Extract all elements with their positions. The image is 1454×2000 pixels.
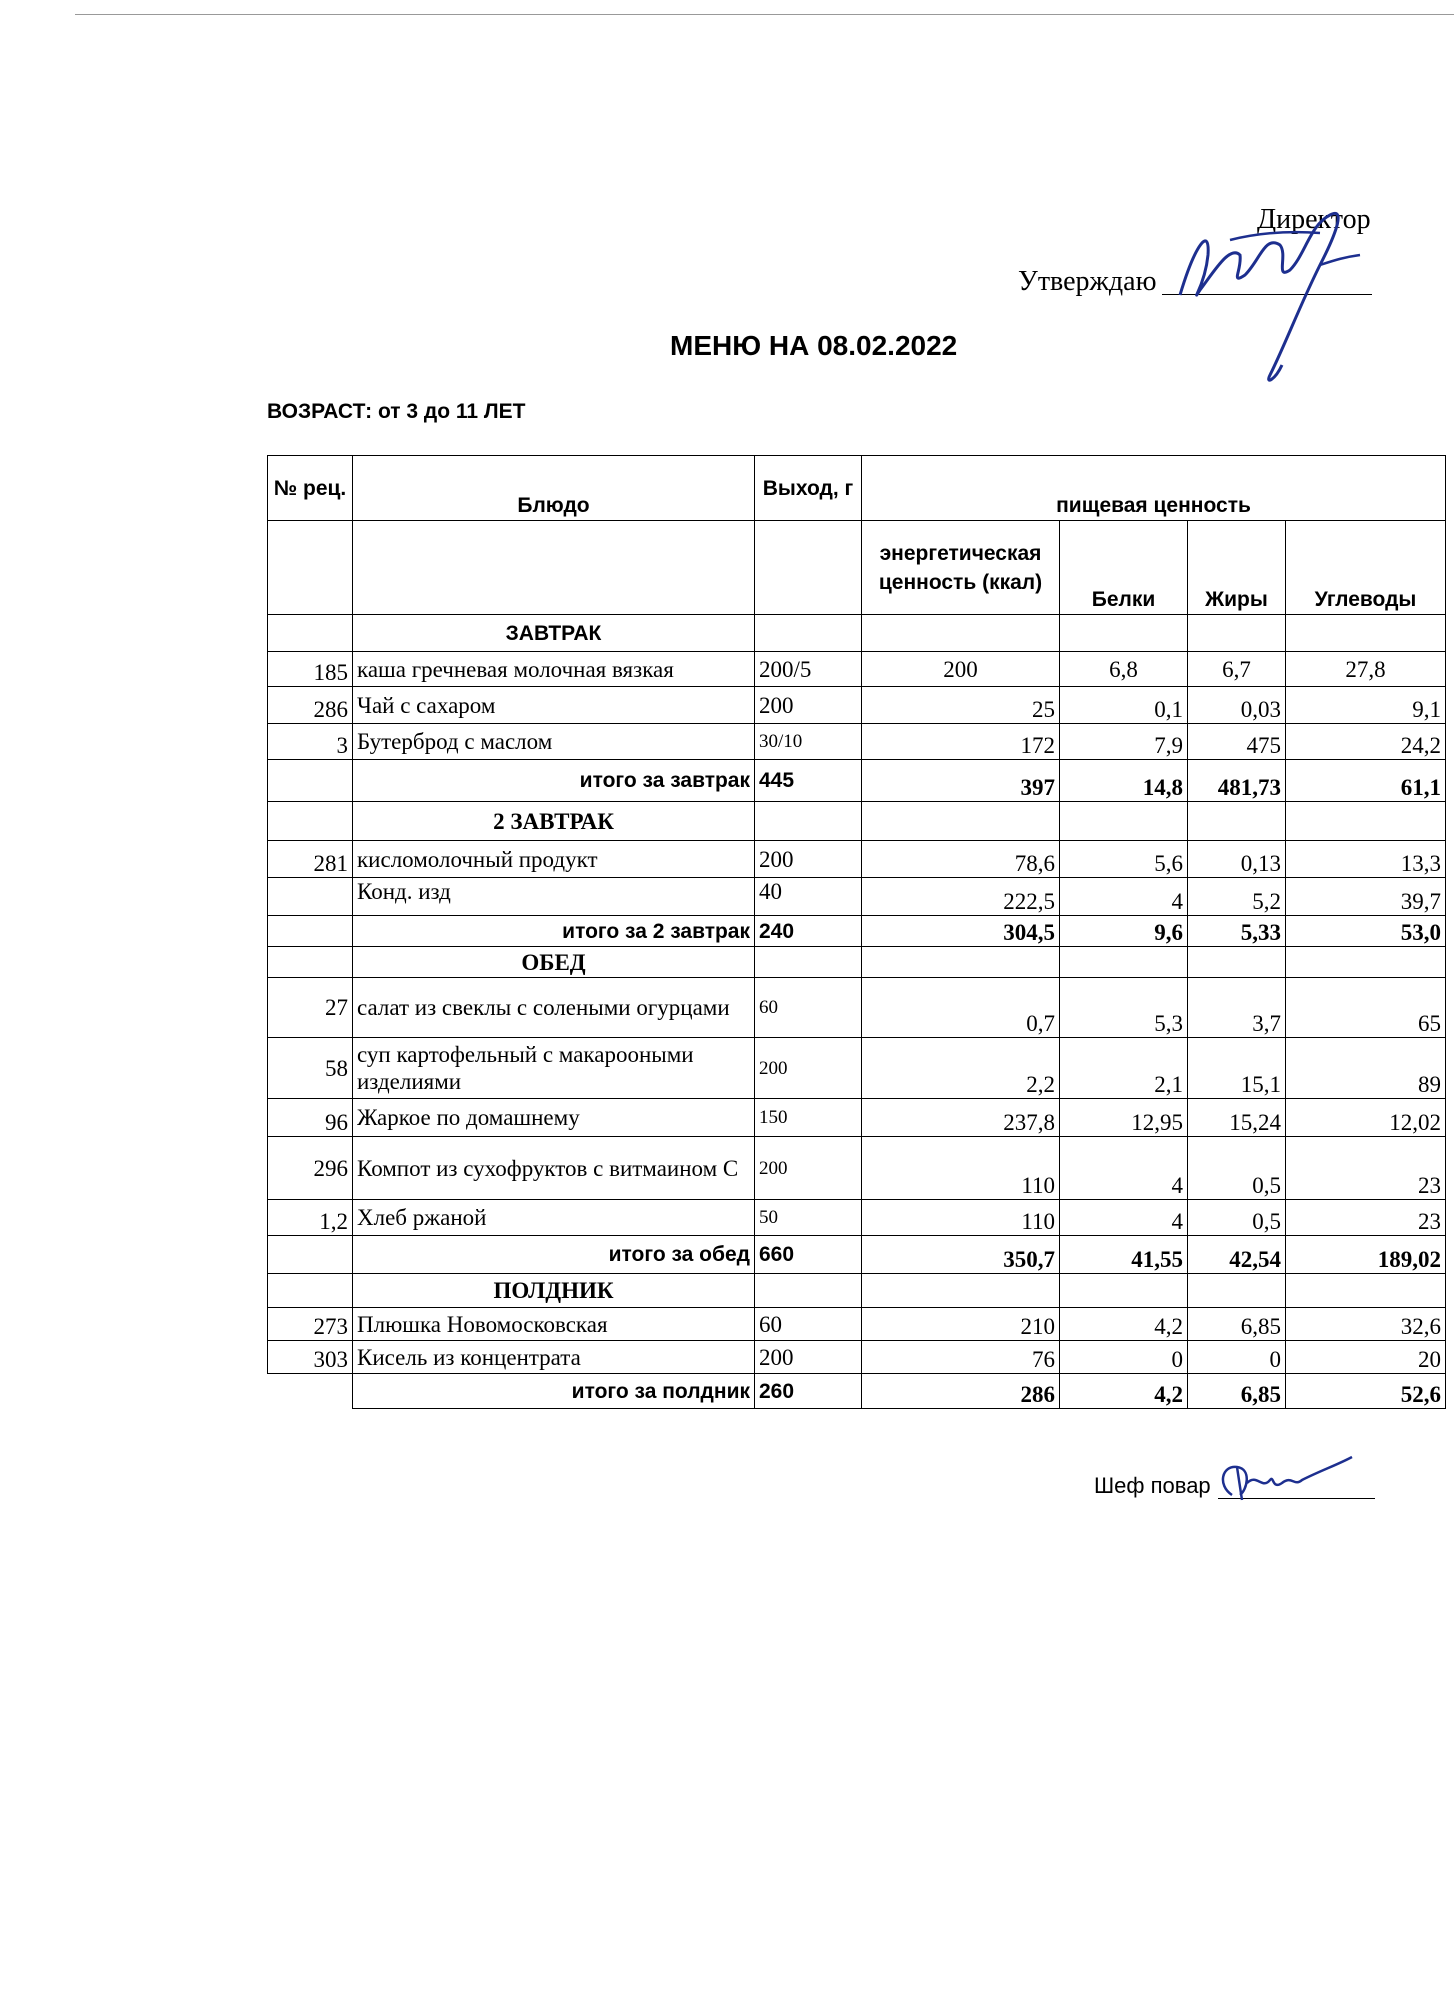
total-protein: 9,6 bbox=[1060, 916, 1188, 947]
row-yield: 150 bbox=[755, 1099, 862, 1137]
row-fat: 5,2 bbox=[1188, 878, 1286, 916]
row-fat: 15,1 bbox=[1188, 1038, 1286, 1099]
row-yield: 200 bbox=[755, 841, 862, 878]
row-dish: Конд. изд bbox=[353, 878, 755, 916]
total-label: итого за полдник bbox=[353, 1374, 755, 1409]
row-yield: 50 bbox=[755, 1200, 862, 1236]
row-dish: суп картофельный с макарооными изделиями bbox=[353, 1038, 755, 1099]
table-row bbox=[268, 1308, 1446, 1341]
col-energy-header: энергетическая ценность (ккал) bbox=[862, 521, 1060, 615]
row-carbs: 23 bbox=[1286, 1200, 1446, 1236]
col-carbs-header: Углеводы bbox=[1286, 521, 1446, 615]
row-carbs: 12,02 bbox=[1286, 1099, 1446, 1137]
table-row bbox=[268, 652, 1446, 687]
row-yield: 200 bbox=[755, 687, 862, 724]
table-row bbox=[268, 878, 1446, 916]
section-title: ЗАВТРАК bbox=[353, 615, 755, 652]
row-protein: 4 bbox=[1060, 1200, 1188, 1236]
total-kcal: 350,7 bbox=[862, 1236, 1060, 1274]
row-fat: 0,5 bbox=[1188, 1137, 1286, 1200]
row-yield: 200 bbox=[755, 1137, 862, 1200]
row-carbs: 13,3 bbox=[1286, 841, 1446, 878]
total-yield: 660 bbox=[755, 1236, 862, 1274]
row-no: 273 bbox=[268, 1308, 353, 1341]
table-row bbox=[268, 724, 1446, 760]
row-no: 1,2 bbox=[268, 1200, 353, 1236]
row-dish: Жаркое по домашнему bbox=[353, 1099, 755, 1137]
row-fat: 0 bbox=[1188, 1341, 1286, 1374]
col-nutrition-header: пищевая ценность bbox=[862, 456, 1446, 521]
row-protein: 2,1 bbox=[1060, 1038, 1188, 1099]
row-dish: Бутерброд с маслом bbox=[353, 724, 755, 760]
section-title: ПОЛДНИК bbox=[353, 1274, 755, 1308]
row-carbs: 89 bbox=[1286, 1038, 1446, 1099]
row-dish: Хлеб ржаной bbox=[353, 1200, 755, 1236]
section-row bbox=[268, 802, 1446, 841]
section-row bbox=[268, 615, 1446, 652]
total-row bbox=[268, 916, 1446, 947]
total-kcal: 397 bbox=[862, 760, 1060, 802]
top-rule bbox=[75, 14, 1454, 15]
row-fat: 6,7 bbox=[1188, 652, 1286, 687]
section-row bbox=[268, 947, 1446, 978]
row-carbs: 9,1 bbox=[1286, 687, 1446, 724]
director-signature bbox=[1170, 185, 1390, 395]
col-protein-header: Белки bbox=[1060, 521, 1188, 615]
total-protein: 14,8 bbox=[1060, 760, 1188, 802]
row-dish: кисломолочный продукт bbox=[353, 841, 755, 878]
total-carbs: 52,6 bbox=[1286, 1374, 1446, 1409]
row-protein: 0,1 bbox=[1060, 687, 1188, 724]
total-yield: 445 bbox=[755, 760, 862, 802]
total-yield: 260 bbox=[755, 1374, 862, 1409]
total-label: итого за 2 завтрак bbox=[353, 916, 755, 947]
row-yield: 40 bbox=[755, 878, 862, 916]
total-fat: 42,54 bbox=[1188, 1236, 1286, 1274]
chef-label: Шеф повар bbox=[1094, 1473, 1211, 1498]
header-row bbox=[268, 456, 1446, 521]
table-row bbox=[268, 1038, 1446, 1099]
total-fat: 481,73 bbox=[1188, 760, 1286, 802]
total-kcal: 286 bbox=[862, 1374, 1060, 1409]
section-title: ОБЕД bbox=[353, 947, 755, 978]
row-kcal: 237,8 bbox=[862, 1099, 1060, 1137]
total-label: итого за завтрак bbox=[353, 760, 755, 802]
total-row bbox=[268, 760, 1446, 802]
row-no: 303 bbox=[268, 1341, 353, 1374]
row-kcal: 2,2 bbox=[862, 1038, 1060, 1099]
approve-label: Утверждаю bbox=[1018, 266, 1157, 297]
section-row bbox=[268, 1274, 1446, 1308]
menu-table bbox=[267, 455, 1446, 1409]
total-protein: 41,55 bbox=[1060, 1236, 1188, 1274]
total-carbs: 53,0 bbox=[1286, 916, 1446, 947]
row-kcal: 110 bbox=[862, 1137, 1060, 1200]
row-kcal: 78,6 bbox=[862, 841, 1060, 878]
row-kcal: 172 bbox=[862, 724, 1060, 760]
total-fat: 5,33 bbox=[1188, 916, 1286, 947]
table-row bbox=[268, 687, 1446, 724]
row-carbs: 20 bbox=[1286, 1341, 1446, 1374]
row-fat: 475 bbox=[1188, 724, 1286, 760]
table-row bbox=[268, 1200, 1446, 1236]
row-no: 286 bbox=[268, 687, 353, 724]
col-yield-header: Выход, г bbox=[755, 456, 862, 521]
table-row bbox=[268, 1099, 1446, 1137]
row-fat: 0,5 bbox=[1188, 1200, 1286, 1236]
row-no: 185 bbox=[268, 652, 353, 687]
row-protein: 4 bbox=[1060, 878, 1188, 916]
row-kcal: 0,7 bbox=[862, 978, 1060, 1038]
row-carbs: 39,7 bbox=[1286, 878, 1446, 916]
col-fat-header: Жиры bbox=[1188, 521, 1286, 615]
director-label: Директор bbox=[1257, 204, 1371, 235]
row-yield: 200/5 bbox=[755, 652, 862, 687]
row-protein: 5,6 bbox=[1060, 841, 1188, 878]
row-dish: салат из свеклы с солеными огурцами bbox=[353, 978, 755, 1038]
row-no: 3 bbox=[268, 724, 353, 760]
row-carbs: 65 bbox=[1286, 978, 1446, 1038]
row-yield: 200 bbox=[755, 1038, 862, 1099]
section-title: 2 ЗАВТРАК bbox=[353, 802, 755, 841]
row-fat: 0,13 bbox=[1188, 841, 1286, 878]
col-no-header: № рец. bbox=[268, 456, 353, 521]
row-no: 27 bbox=[268, 978, 353, 1038]
row-kcal: 200 bbox=[862, 652, 1060, 687]
total-carbs: 61,1 bbox=[1286, 760, 1446, 802]
row-protein: 4,2 bbox=[1060, 1308, 1188, 1341]
subheader-row bbox=[268, 521, 1446, 615]
row-protein: 7,9 bbox=[1060, 724, 1188, 760]
chef-signature bbox=[1212, 1455, 1362, 1505]
row-yield: 60 bbox=[755, 1308, 862, 1341]
total-kcal: 304,5 bbox=[862, 916, 1060, 947]
row-fat: 6,85 bbox=[1188, 1308, 1286, 1341]
row-carbs: 27,8 bbox=[1286, 652, 1446, 687]
total-fat: 6,85 bbox=[1188, 1374, 1286, 1409]
row-dish: Компот из сухофруктов с витмаином С bbox=[353, 1137, 755, 1200]
row-kcal: 222,5 bbox=[862, 878, 1060, 916]
table-row bbox=[268, 1341, 1446, 1374]
row-dish: Чай с сахаром bbox=[353, 687, 755, 724]
table-row bbox=[268, 978, 1446, 1038]
row-fat: 3,7 bbox=[1188, 978, 1286, 1038]
row-dish: Плюшка Новомосковская bbox=[353, 1308, 755, 1341]
table-row bbox=[268, 841, 1446, 878]
total-row bbox=[268, 1374, 1446, 1409]
col-dish-header: Блюдо bbox=[353, 456, 755, 521]
total-carbs: 189,02 bbox=[1286, 1236, 1446, 1274]
row-no bbox=[268, 878, 353, 916]
row-kcal: 210 bbox=[862, 1308, 1060, 1341]
row-carbs: 23 bbox=[1286, 1137, 1446, 1200]
row-protein: 0 bbox=[1060, 1341, 1188, 1374]
row-protein: 4 bbox=[1060, 1137, 1188, 1200]
row-dish: Кисель из концентрата bbox=[353, 1341, 755, 1374]
total-row bbox=[268, 1236, 1446, 1274]
row-yield: 30/10 bbox=[755, 724, 862, 760]
row-no: 58 bbox=[268, 1038, 353, 1099]
row-carbs: 24,2 bbox=[1286, 724, 1446, 760]
row-kcal: 110 bbox=[862, 1200, 1060, 1236]
row-no: 296 bbox=[268, 1137, 353, 1200]
row-carbs: 32,6 bbox=[1286, 1308, 1446, 1341]
row-kcal: 76 bbox=[862, 1341, 1060, 1374]
row-no: 281 bbox=[268, 841, 353, 878]
row-protein: 12,95 bbox=[1060, 1099, 1188, 1137]
row-fat: 0,03 bbox=[1188, 687, 1286, 724]
total-label: итого за обед bbox=[353, 1236, 755, 1274]
total-protein: 4,2 bbox=[1060, 1374, 1188, 1409]
row-yield: 200 bbox=[755, 1341, 862, 1374]
page-title: МЕНЮ НА 08.02.2022 bbox=[670, 330, 958, 361]
table-row bbox=[268, 1137, 1446, 1200]
row-protein: 5,3 bbox=[1060, 978, 1188, 1038]
row-dish: каша гречневая молочная вязкая bbox=[353, 652, 755, 687]
row-kcal: 25 bbox=[862, 687, 1060, 724]
row-yield: 60 bbox=[755, 978, 862, 1038]
row-no: 96 bbox=[268, 1099, 353, 1137]
age-range: ВОЗРАСТ: от 3 до 11 ЛЕТ bbox=[267, 400, 526, 423]
total-yield: 240 bbox=[755, 916, 862, 947]
row-protein: 6,8 bbox=[1060, 652, 1188, 687]
row-fat: 15,24 bbox=[1188, 1099, 1286, 1137]
